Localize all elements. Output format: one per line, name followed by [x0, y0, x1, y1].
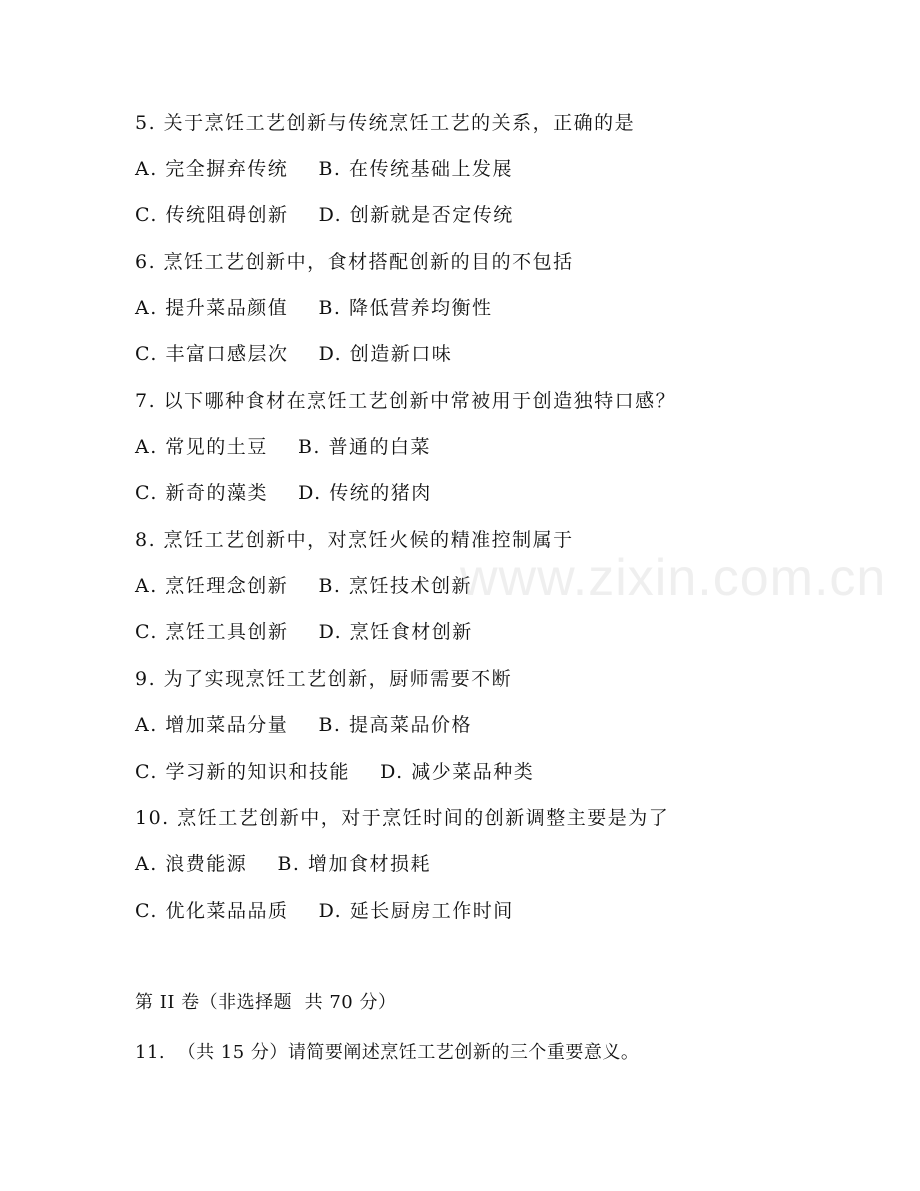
- question-10-stem: 10. 烹饪工艺创新中，对于烹饪时间的创新调整主要是为了: [135, 807, 670, 829]
- section-title: 第 II 卷（非选择题 共 70 分）: [135, 992, 397, 1013]
- question-6-options-cd: C. 丰富口感层次 D. 创造新口味: [135, 343, 453, 365]
- question-5-stem: 5. 关于烹饪工艺创新与传统烹饪工艺的关系，正确的是: [135, 112, 636, 134]
- question-7-options-cd: C. 新奇的藻类 D. 传统的猪肉: [135, 482, 432, 504]
- watermark: www.zixin.com.cn: [460, 549, 887, 607]
- question-6-stem: 6. 烹饪工艺创新中，食材搭配创新的目的不包括: [135, 251, 574, 273]
- question-9-options-ab: A. 增加菜品分量 B. 提高菜品价格: [135, 714, 473, 736]
- question-8-options-ab: A. 烹饪理念创新 B. 烹饪技术创新: [135, 575, 473, 597]
- question-9-options-cd: C. 学习新的知识和技能 D. 减少菜品种类: [135, 761, 535, 783]
- question-5-options-cd: C. 传统阻碍创新 D. 创新就是否定传统: [135, 204, 514, 226]
- question-5-options-ab: A. 完全摒弃传统 B. 在传统基础上发展: [135, 158, 514, 180]
- question-7-stem: 7. 以下哪种食材在烹饪工艺创新中常被用于创造独特口感？: [135, 390, 677, 412]
- question-8-options-cd: C. 烹饪工具创新 D. 烹饪食材创新: [135, 621, 473, 643]
- question-9-stem: 9. 为了实现烹饪工艺创新，厨师需要不断: [135, 668, 513, 690]
- question-10-options-ab: A. 浪费能源 B. 增加食材损耗: [135, 853, 432, 875]
- question-7-options-ab: A. 常见的土豆 B. 普通的白菜: [135, 436, 432, 458]
- question-6-options-ab: A. 提升菜品颜值 B. 降低营养均衡性: [135, 297, 493, 319]
- question-10-options-cd: C. 优化菜品品质 D. 延长厨房工作时间: [135, 900, 514, 922]
- question-11: 11. （共 15 分）请简要阐述烹饪工艺创新的三个重要意义。: [135, 1042, 640, 1063]
- question-8-stem: 8. 烹饪工艺创新中，对烹饪火候的精准控制属于: [135, 529, 574, 551]
